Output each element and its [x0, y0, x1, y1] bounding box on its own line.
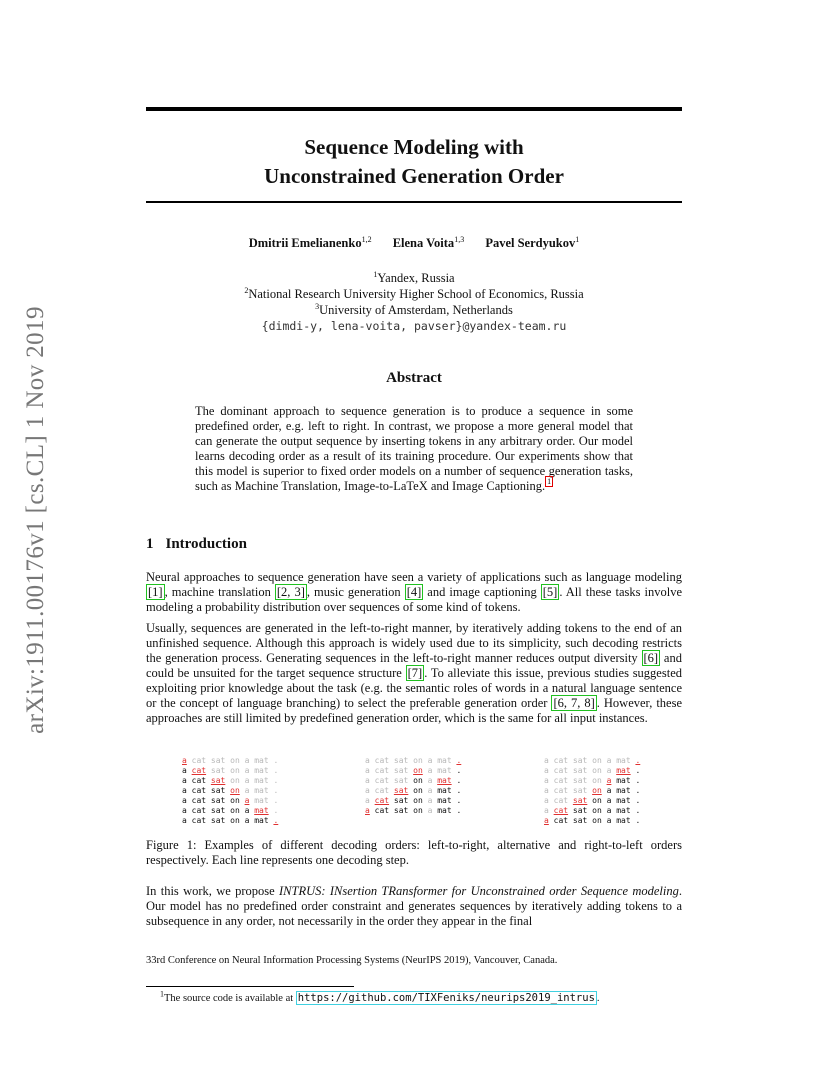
- token: sat: [572, 786, 588, 795]
- token: mat: [254, 776, 269, 785]
- token: mat: [616, 796, 631, 805]
- token: sat: [572, 766, 588, 775]
- token: .: [635, 816, 641, 825]
- decoding-step: [365, 806, 466, 816]
- token: a: [244, 796, 250, 805]
- token: a: [365, 776, 370, 785]
- token: cat: [191, 786, 207, 795]
- figure-decoding-orders: [182, 756, 652, 828]
- token: cat: [191, 766, 207, 775]
- token: sat: [393, 796, 409, 805]
- token: mat: [254, 756, 269, 765]
- token: sat: [572, 776, 588, 785]
- token: a: [606, 806, 612, 815]
- arxiv-sidebar: [0, 0, 72, 1072]
- token: a: [365, 756, 370, 765]
- decoding-step: [544, 766, 645, 776]
- token: cat: [374, 806, 390, 815]
- token: sat: [572, 816, 588, 825]
- token: a: [244, 776, 250, 785]
- decoding-step: [365, 786, 466, 796]
- affil-text: University of Amsterdam, Netherlands: [319, 303, 513, 317]
- token: mat: [254, 766, 269, 775]
- token: .: [273, 756, 279, 765]
- token: a: [244, 756, 250, 765]
- token: sat: [393, 806, 409, 815]
- token: on: [413, 806, 423, 815]
- token: on: [413, 786, 423, 795]
- text-run: , machine translation: [164, 585, 275, 599]
- decoding-column-right-to-left: [544, 756, 645, 826]
- token: a: [427, 796, 433, 805]
- model-name-emphasis: INTRUS: INsertion TRansformer for Unconstrained order Sequence modeling: [279, 884, 679, 898]
- decoding-step: [544, 776, 645, 786]
- token: mat: [437, 766, 452, 775]
- token: .: [273, 796, 279, 805]
- decoding-step: [182, 816, 283, 826]
- token: a: [365, 806, 370, 815]
- token: a: [544, 806, 549, 815]
- token: mat: [616, 806, 631, 815]
- token: sat: [393, 786, 409, 795]
- token: .: [456, 806, 462, 815]
- token: .: [635, 786, 641, 795]
- decoding-step: [182, 806, 283, 816]
- text-run: . However, these approaches are still limited by predefined generation order, which is the same for all input instances.: [146, 696, 683, 725]
- token: a: [544, 796, 549, 805]
- decoding-step: [544, 786, 645, 796]
- token: mat: [437, 796, 452, 805]
- citation-link[interactable]: [6, 7, 8]: [553, 696, 595, 710]
- decoding-step: [182, 786, 283, 796]
- token: on: [230, 766, 240, 775]
- author-list: [146, 236, 682, 251]
- token: mat: [616, 786, 631, 795]
- token: .: [273, 806, 279, 815]
- text-run: . Our model has no predefined order constraint and generates sequences by iteratively adding tokens to a subsequence in any order, not necessarily in the order they appear in the final: [146, 884, 682, 928]
- token: cat: [553, 816, 569, 825]
- token: cat: [553, 756, 569, 765]
- token: a: [365, 766, 370, 775]
- token: .: [635, 756, 641, 765]
- token: cat: [374, 756, 390, 765]
- affil-sup: 1: [373, 269, 378, 279]
- token: a: [606, 766, 612, 775]
- token: .: [635, 776, 641, 785]
- token: a: [182, 786, 187, 795]
- token: cat: [191, 806, 207, 815]
- token: .: [456, 786, 462, 795]
- token: a: [606, 816, 612, 825]
- citation-link[interactable]: [6]: [643, 651, 659, 665]
- footnote-end: .: [596, 993, 600, 1004]
- author-name: Dmitrii Emelianenko: [248, 236, 362, 250]
- token: mat: [616, 776, 631, 785]
- conference-note: 33rd Conference on Neural Information Processing Systems (NeurIPS 2019), Vancouver, Canada.: [146, 955, 558, 966]
- token: cat: [374, 786, 390, 795]
- token: a: [427, 786, 433, 795]
- text-run: Usually, sequences are generated in the left-to-right manner, by iteratively adding tokens to the end of an unfinished sequence. Although this approach is widely used due to its simplicity, such decoding restricts the generation process. Generating sequences in the left-to-right manner reduces output diversity: [146, 621, 682, 665]
- decoding-step: [544, 796, 645, 806]
- token: a: [182, 756, 187, 765]
- decoding-step: [544, 756, 645, 766]
- token: on: [592, 756, 602, 765]
- author-name: Pavel Serdyukov: [485, 236, 576, 250]
- token: .: [273, 776, 279, 785]
- decoding-step: [544, 816, 645, 826]
- affil-text: National Research University Higher School of Economics, Russia: [248, 287, 584, 301]
- citation-link[interactable]: [7]: [407, 666, 423, 680]
- affiliation: [146, 286, 682, 302]
- token: on: [592, 766, 602, 775]
- token: on: [230, 816, 240, 825]
- decoding-step: [544, 806, 645, 816]
- author-affil-sup: 1,2: [361, 234, 372, 244]
- token: mat: [437, 756, 452, 765]
- affiliation: [146, 302, 682, 318]
- intro-paragraph-3: [146, 884, 682, 929]
- arxiv-id: arXiv:1911.00176v1 [cs.CL] 1 Nov 2019: [22, 306, 49, 734]
- decoding-step: [182, 756, 283, 766]
- token: sat: [572, 806, 588, 815]
- token: mat: [437, 776, 452, 785]
- text-run: In this work, we propose: [146, 884, 280, 898]
- abstract-heading: Abstract: [386, 370, 442, 386]
- title-line-2: Unconstrained Generation Order: [264, 164, 564, 188]
- decoding-step: [365, 796, 466, 806]
- token: a: [365, 786, 370, 795]
- intro-paragraph-1: [146, 570, 682, 615]
- token: sat: [210, 796, 226, 805]
- token: cat: [374, 796, 390, 805]
- token: sat: [210, 786, 226, 795]
- affiliation: [146, 270, 682, 286]
- author: [485, 236, 579, 250]
- token: sat: [572, 796, 588, 805]
- token: a: [427, 766, 433, 775]
- affiliations: [146, 270, 682, 334]
- token: a: [244, 806, 250, 815]
- text-run: and image captioning: [423, 585, 541, 599]
- token: sat: [393, 776, 409, 785]
- citation-link[interactable]: [1]: [148, 585, 163, 599]
- text-run: . To alleviate this issue, previous studies suggested exploiting prior knowledge about the task (e.g. the semantic roles of words in a natural language sentence or the concept of language branching) to select the preferable generation order: [146, 666, 682, 710]
- token: on: [413, 756, 423, 765]
- token: on: [592, 796, 602, 805]
- token: on: [592, 806, 602, 815]
- decoding-step: [182, 796, 283, 806]
- token: sat: [210, 776, 226, 785]
- token: mat: [437, 786, 452, 795]
- text-run: and could be unsuited for the target sequence structure: [146, 651, 682, 680]
- paper-title: [146, 133, 682, 191]
- token: a: [606, 756, 612, 765]
- token: sat: [210, 816, 226, 825]
- token: cat: [191, 776, 207, 785]
- token: a: [182, 806, 187, 815]
- intro-paragraph-2: [146, 621, 682, 726]
- decoding-step: [182, 766, 283, 776]
- token: cat: [553, 786, 569, 795]
- abstract-text: The dominant approach to sequence generation is to produce a sequence in some predefined order, e.g. left to right. In contrast, we propose a more general model that can generate the output sequence by inserting tokens in any arbitrary order. Our model learns decoding order as a result of its training procedure. Our experiments show that this model is superior to fixed order models on a number of sequence generation tasks, such as Machine Translation, Image-to-LaTeX and Image Captioning.: [195, 404, 633, 493]
- token: cat: [191, 756, 207, 765]
- decoding-step: [365, 776, 466, 786]
- figure-caption: Figure 1: Examples of different decoding orders: left-to-right, alternative and right-to-left orders respectively. Each line represents one decoding step.: [146, 838, 682, 867]
- token: a: [606, 786, 612, 795]
- token: sat: [210, 766, 226, 775]
- token: on: [413, 766, 423, 775]
- author-affil-sup: 1: [575, 234, 580, 244]
- token: a: [544, 776, 549, 785]
- token: a: [365, 796, 370, 805]
- token: on: [413, 796, 423, 805]
- decoding-step: [365, 756, 466, 766]
- token: .: [635, 796, 641, 805]
- token: a: [606, 776, 612, 785]
- token: cat: [191, 816, 207, 825]
- token: .: [273, 816, 279, 825]
- token: a: [244, 786, 250, 795]
- affil-sup: 3: [315, 301, 320, 311]
- author-emails: {dimdi-y, lena-voita, pavser}@yandex-team.ru: [261, 319, 567, 333]
- token: a: [427, 756, 433, 765]
- footnote: [160, 989, 600, 1004]
- token: on: [592, 786, 602, 795]
- title-top-rule: [146, 107, 682, 111]
- token: a: [182, 816, 187, 825]
- author: [249, 236, 372, 250]
- token: a: [544, 766, 549, 775]
- author: [393, 236, 464, 250]
- footnote-sup: 1: [160, 989, 164, 999]
- token: .: [456, 796, 462, 805]
- token: on: [230, 756, 240, 765]
- token: .: [273, 766, 279, 775]
- token: cat: [374, 766, 390, 775]
- token: .: [456, 776, 462, 785]
- author-affil-sup: 1,3: [454, 234, 465, 244]
- token: a: [182, 776, 187, 785]
- token: mat: [616, 766, 631, 775]
- token: sat: [572, 756, 588, 765]
- token: .: [273, 786, 279, 795]
- text-run: Neural approaches to sequence generation have seen a variety of applications such as language modeling: [146, 570, 682, 584]
- section-title: Introduction: [165, 536, 247, 552]
- token: mat: [616, 816, 631, 825]
- section-heading: [146, 536, 247, 553]
- decoding-column-alternative: [365, 756, 466, 816]
- affil-sup: 2: [244, 285, 249, 295]
- decoding-step: [365, 766, 466, 776]
- token: cat: [553, 806, 569, 815]
- token: mat: [254, 796, 269, 805]
- citation-link[interactable]: [4]: [406, 585, 422, 599]
- token: on: [230, 786, 240, 795]
- token: on: [230, 776, 240, 785]
- citation-link[interactable]: [2, 3]: [276, 585, 305, 599]
- text-run: . All these tasks involve modeling a probability distribution over sequences of some kind of tokens.: [146, 585, 682, 614]
- text-run: , music generation: [306, 585, 405, 599]
- token: a: [606, 796, 612, 805]
- abstract-body: [195, 404, 633, 493]
- token: a: [544, 816, 549, 825]
- token: a: [244, 816, 250, 825]
- citation-link[interactable]: [5]: [542, 585, 558, 599]
- token: sat: [210, 756, 226, 765]
- token: mat: [254, 786, 269, 795]
- title-line-1: Sequence Modeling with: [304, 135, 524, 159]
- token: cat: [553, 766, 569, 775]
- token: a: [544, 786, 549, 795]
- token: a: [182, 796, 187, 805]
- token: .: [635, 806, 641, 815]
- token: mat: [254, 816, 269, 825]
- token: mat: [437, 806, 452, 815]
- decoding-column-left-to-right: [182, 756, 283, 826]
- token: sat: [210, 806, 226, 815]
- token: a: [244, 766, 250, 775]
- token: cat: [553, 776, 569, 785]
- token: a: [182, 766, 187, 775]
- footnote-text: The source code is available at: [164, 993, 296, 1004]
- token: mat: [616, 756, 631, 765]
- token: on: [592, 776, 602, 785]
- title-bottom-rule: [146, 201, 682, 203]
- source-code-link[interactable]: https://github.com/TIXFeniks/neurips2019_intrus: [297, 992, 595, 1004]
- token: .: [456, 756, 462, 765]
- author-name: Elena Voita: [392, 236, 455, 250]
- token: a: [544, 756, 549, 765]
- token: on: [230, 806, 240, 815]
- token: .: [635, 766, 641, 775]
- token: sat: [393, 756, 409, 765]
- token: cat: [191, 796, 207, 805]
- token: on: [592, 816, 602, 825]
- token: a: [427, 806, 433, 815]
- footnote-rule: [146, 986, 354, 987]
- token: cat: [553, 796, 569, 805]
- section-number: 1: [146, 536, 154, 552]
- token: sat: [393, 766, 409, 775]
- decoding-step: [182, 776, 283, 786]
- token: mat: [254, 806, 269, 815]
- token: cat: [374, 776, 390, 785]
- affil-text: Yandex, Russia: [377, 271, 455, 285]
- token: .: [456, 766, 462, 775]
- token: on: [230, 796, 240, 805]
- token: a: [427, 776, 433, 785]
- token: on: [413, 776, 423, 785]
- footnote-link[interactable]: 1: [547, 477, 552, 487]
